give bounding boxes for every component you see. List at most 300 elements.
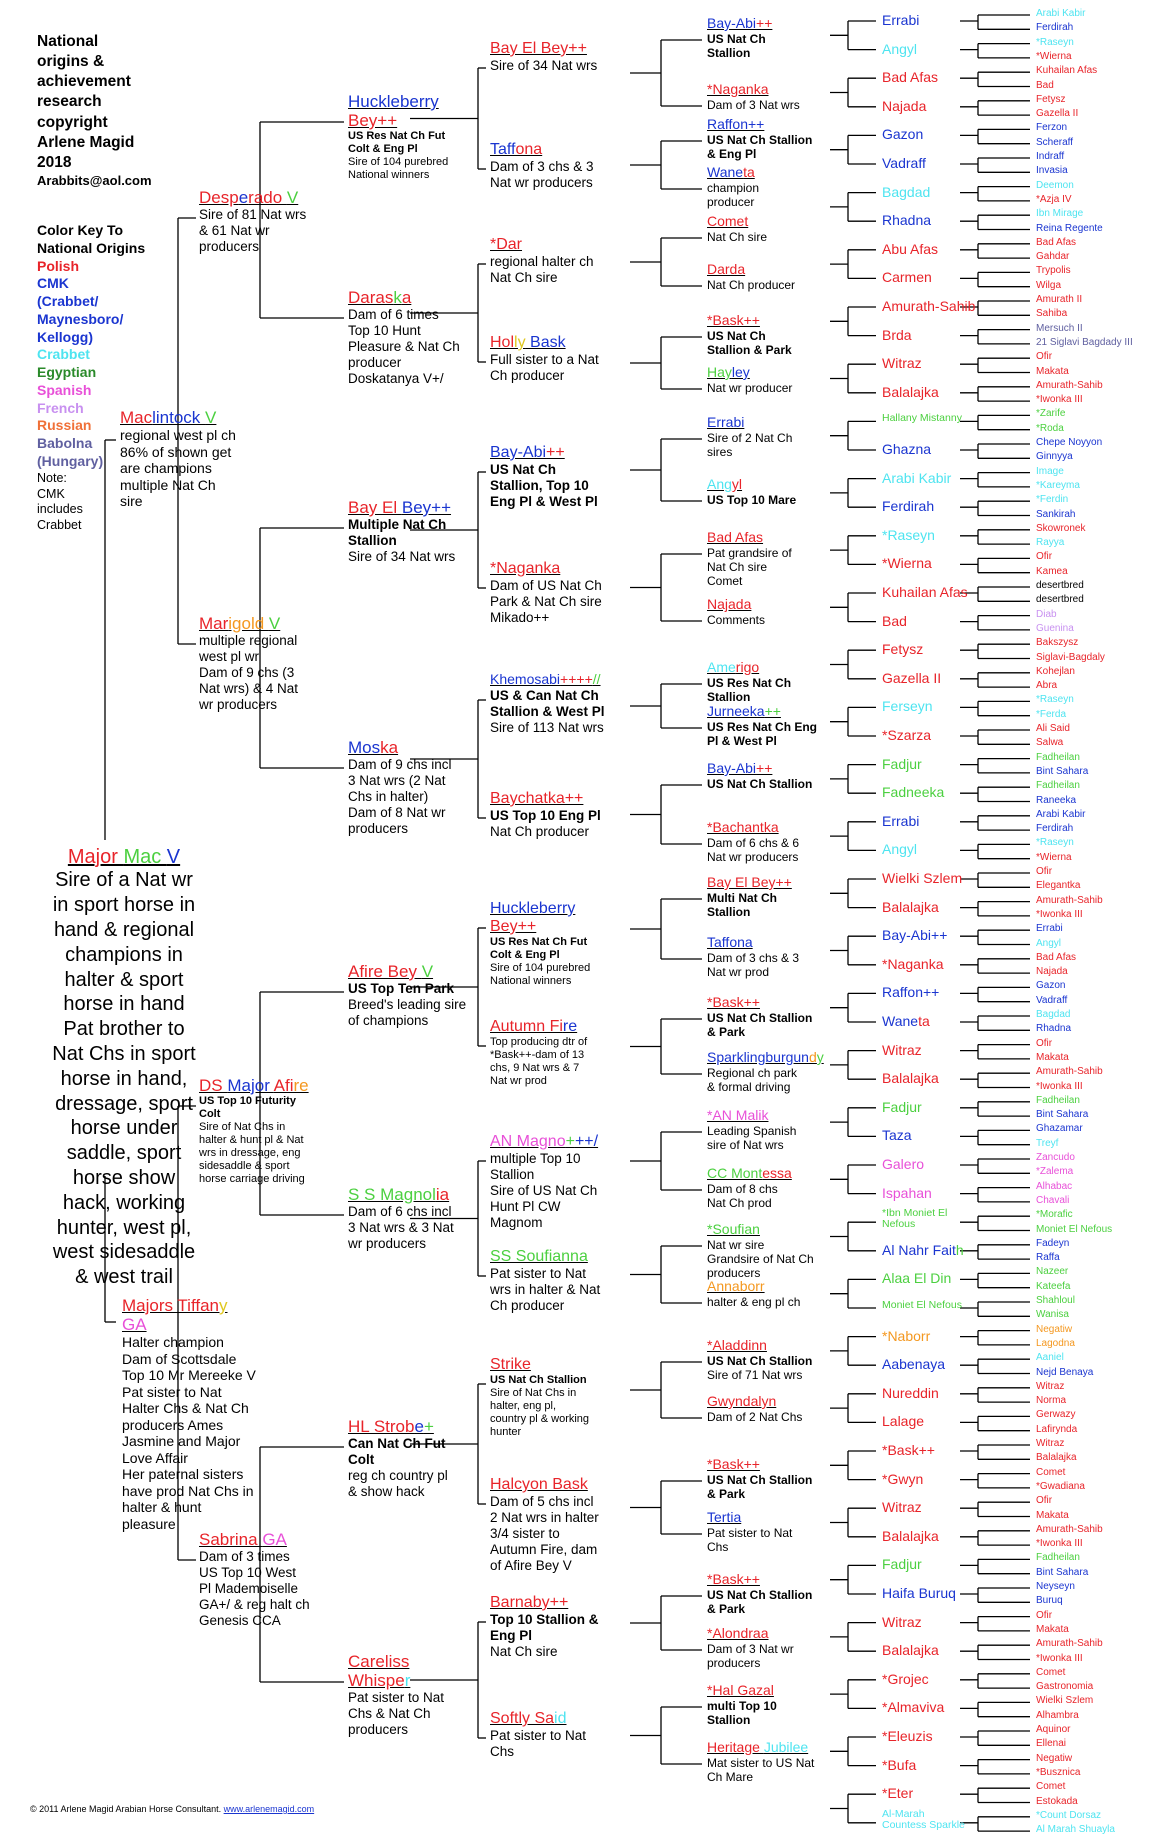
horse-name[interactable] bbox=[1036, 1152, 1075, 1163]
horse-name[interactable] bbox=[1036, 1681, 1093, 1692]
name-segment: Galero bbox=[882, 1156, 925, 1172]
name-segment: Elegantka bbox=[1036, 880, 1081, 892]
description-line: Pat sister to Nat bbox=[122, 1383, 222, 1400]
horse-name[interactable] bbox=[348, 498, 455, 517]
horse-name[interactable] bbox=[882, 555, 932, 571]
horse-name[interactable] bbox=[882, 641, 923, 657]
horse-name[interactable] bbox=[1036, 1295, 1075, 1306]
horse-name[interactable] bbox=[882, 698, 933, 714]
name-segment: *Bask++ bbox=[707, 1571, 760, 1587]
horse-name[interactable] bbox=[882, 1356, 945, 1372]
horse-name[interactable] bbox=[348, 962, 466, 981]
horse-name[interactable] bbox=[707, 1457, 812, 1473]
horse-name[interactable] bbox=[882, 1614, 922, 1630]
horse-name[interactable] bbox=[1036, 423, 1064, 434]
horse-name[interactable] bbox=[1036, 137, 1073, 148]
name-segment: Angyl bbox=[1036, 937, 1062, 949]
horse-name[interactable] bbox=[1036, 880, 1080, 891]
name-segment: *Bask++ bbox=[707, 1456, 760, 1472]
horse-name[interactable] bbox=[1036, 637, 1078, 648]
horse-name[interactable] bbox=[1036, 223, 1103, 234]
horse-name[interactable] bbox=[1036, 1023, 1071, 1034]
horse-name[interactable] bbox=[707, 935, 799, 951]
horse-name[interactable] bbox=[1036, 1481, 1085, 1492]
description-line: 86% of shown get bbox=[120, 443, 232, 460]
horse-name[interactable] bbox=[1036, 1581, 1075, 1592]
horse-name[interactable] bbox=[1036, 938, 1061, 949]
horse-name[interactable] bbox=[1036, 623, 1074, 634]
horse-name[interactable] bbox=[1036, 65, 1097, 76]
achievement-line: multi Top 10 bbox=[707, 1698, 777, 1713]
pedigree-entry bbox=[882, 699, 933, 713]
horse-name[interactable] bbox=[122, 1296, 256, 1334]
horse-name[interactable] bbox=[1036, 980, 1065, 991]
horse-name[interactable] bbox=[882, 184, 930, 200]
horse-name[interactable] bbox=[882, 241, 938, 257]
horse-name[interactable] bbox=[1036, 466, 1064, 477]
horse-name[interactable] bbox=[199, 1076, 309, 1095]
horse-name[interactable] bbox=[1036, 180, 1074, 191]
horse-name[interactable] bbox=[1036, 1638, 1103, 1649]
horse-name[interactable] bbox=[707, 16, 772, 32]
horse-name[interactable] bbox=[882, 412, 962, 424]
horse-name[interactable] bbox=[882, 155, 926, 171]
horse-name[interactable] bbox=[707, 165, 759, 181]
pedigree-entry bbox=[490, 444, 598, 510]
horse-name[interactable] bbox=[1036, 995, 1067, 1006]
horse-name[interactable] bbox=[1036, 1552, 1080, 1563]
horse-name[interactable] bbox=[882, 784, 944, 800]
horse-name[interactable] bbox=[199, 188, 306, 207]
horse-name[interactable] bbox=[1036, 237, 1076, 248]
horse-name[interactable] bbox=[1036, 1195, 1069, 1206]
name-segment: *Iwonka III bbox=[1036, 1080, 1083, 1092]
horse-name[interactable] bbox=[1036, 523, 1085, 534]
horse-name[interactable] bbox=[882, 1442, 935, 1458]
name-segment: Alhabac bbox=[1036, 1180, 1073, 1192]
contact-email: Arabbits@aol.com bbox=[37, 172, 152, 188]
horse-name[interactable] bbox=[1036, 1710, 1079, 1721]
horse-name[interactable] bbox=[348, 1652, 444, 1690]
pedigree-entry bbox=[1036, 1553, 1080, 1563]
name-segment: *Bask++ bbox=[707, 312, 760, 328]
horse-name[interactable] bbox=[1036, 1695, 1093, 1706]
horse-name[interactable] bbox=[882, 41, 917, 57]
horse-name[interactable] bbox=[1036, 437, 1102, 448]
horse-name[interactable] bbox=[490, 1356, 589, 1374]
horse-name[interactable] bbox=[348, 1417, 448, 1436]
horse-name[interactable] bbox=[30, 846, 218, 868]
horse-name[interactable] bbox=[882, 1471, 923, 1487]
horse-name[interactable] bbox=[707, 995, 812, 1011]
horse-name[interactable] bbox=[882, 670, 941, 686]
horse-name[interactable] bbox=[490, 1710, 586, 1728]
horse-name[interactable] bbox=[1036, 709, 1066, 720]
name-segment: Bay-Abi bbox=[707, 15, 757, 31]
horse-name[interactable] bbox=[490, 1133, 598, 1151]
horse-name[interactable] bbox=[490, 1018, 587, 1036]
horse-name[interactable] bbox=[1036, 494, 1068, 505]
horse-name[interactable] bbox=[1036, 208, 1083, 219]
pedigree-entry bbox=[1036, 181, 1074, 191]
horse-name[interactable] bbox=[882, 613, 907, 629]
horse-name[interactable] bbox=[1036, 1309, 1069, 1320]
horse-name[interactable] bbox=[1036, 351, 1052, 362]
horse-name[interactable] bbox=[882, 1528, 939, 1544]
horse-name[interactable] bbox=[1036, 108, 1078, 119]
horse-name[interactable] bbox=[490, 1476, 599, 1494]
horse-name[interactable] bbox=[882, 269, 932, 285]
name-segment: Ferseyn bbox=[882, 698, 933, 715]
horse-name[interactable] bbox=[199, 614, 298, 633]
horse-name[interactable] bbox=[882, 1042, 922, 1058]
horse-name[interactable] bbox=[1036, 766, 1088, 777]
horse-name[interactable] bbox=[882, 1185, 932, 1201]
horse-name[interactable] bbox=[882, 984, 939, 1000]
horse-name[interactable] bbox=[1036, 1181, 1072, 1192]
horse-name[interactable] bbox=[1036, 1767, 1080, 1778]
horse-name[interactable] bbox=[882, 841, 917, 857]
name-segment: Amurath-Sahib bbox=[1036, 1523, 1103, 1535]
horse-name[interactable] bbox=[707, 660, 791, 676]
horse-name[interactable] bbox=[1036, 8, 1085, 19]
pedigree-entry bbox=[1036, 138, 1073, 148]
horse-name[interactable] bbox=[1036, 1724, 1070, 1735]
horse-name[interactable] bbox=[1036, 1266, 1068, 1277]
horse-name[interactable] bbox=[1036, 509, 1075, 520]
horse-name[interactable] bbox=[1036, 1095, 1080, 1106]
horse-name[interactable] bbox=[707, 82, 800, 98]
horse-name[interactable] bbox=[1036, 280, 1061, 291]
horse-name[interactable] bbox=[882, 927, 947, 943]
horse-name[interactable] bbox=[882, 355, 922, 371]
horse-name[interactable] bbox=[1036, 1567, 1088, 1578]
horse-name[interactable] bbox=[1036, 294, 1082, 305]
horse-name[interactable] bbox=[882, 126, 923, 142]
horse-name[interactable] bbox=[1036, 1352, 1064, 1363]
horse-name[interactable] bbox=[1036, 966, 1068, 977]
horse-name[interactable] bbox=[1036, 1495, 1052, 1506]
horse-name[interactable] bbox=[707, 820, 799, 836]
horse-name[interactable] bbox=[707, 214, 767, 230]
horse-name[interactable] bbox=[1036, 165, 1068, 176]
horse-name[interactable] bbox=[1036, 408, 1065, 419]
horse-name[interactable] bbox=[882, 1642, 939, 1658]
horse-name[interactable] bbox=[1036, 480, 1080, 491]
horse-name[interactable] bbox=[490, 1248, 600, 1266]
horse-name[interactable] bbox=[707, 1279, 800, 1295]
horse-name[interactable] bbox=[882, 1385, 939, 1401]
horse-name[interactable] bbox=[882, 470, 951, 486]
horse-name[interactable] bbox=[1036, 1381, 1064, 1392]
horse-name[interactable] bbox=[1036, 866, 1052, 877]
horse-name[interactable] bbox=[1036, 652, 1105, 663]
horse-name[interactable] bbox=[882, 899, 939, 915]
horse-name[interactable] bbox=[1036, 1510, 1069, 1521]
horse-name[interactable] bbox=[1036, 1066, 1103, 1077]
name-segment: desertbred bbox=[1036, 580, 1084, 591]
horse-name[interactable] bbox=[1036, 1038, 1052, 1049]
horse-name[interactable] bbox=[882, 1013, 930, 1029]
horse-name[interactable] bbox=[490, 672, 605, 688]
horse-name[interactable] bbox=[1036, 680, 1057, 691]
horse-name[interactable] bbox=[1036, 1209, 1073, 1220]
horse-name[interactable] bbox=[882, 1328, 930, 1344]
horse-name[interactable] bbox=[490, 141, 594, 159]
pedigree-entry bbox=[348, 92, 448, 182]
name-segment: Scheraff bbox=[1036, 136, 1074, 148]
horse-name[interactable] bbox=[882, 1728, 933, 1744]
horse-name[interactable] bbox=[1036, 609, 1057, 620]
horse-name[interactable] bbox=[1036, 1524, 1103, 1535]
horse-name[interactable] bbox=[1036, 1081, 1083, 1092]
horse-name[interactable] bbox=[1036, 737, 1063, 748]
horse-name[interactable] bbox=[1036, 1395, 1066, 1406]
horse-name[interactable] bbox=[1036, 909, 1083, 920]
horse-name[interactable] bbox=[1036, 1166, 1073, 1177]
horse-name[interactable] bbox=[1036, 551, 1052, 562]
horse-name[interactable] bbox=[1036, 451, 1073, 462]
horse-name[interactable] bbox=[882, 1671, 929, 1687]
horse-name[interactable] bbox=[707, 365, 792, 381]
horse-name[interactable] bbox=[1036, 51, 1072, 62]
horse-name[interactable] bbox=[1036, 1123, 1083, 1134]
horse-name[interactable] bbox=[1036, 952, 1076, 963]
horse-name[interactable] bbox=[882, 1556, 922, 1572]
horse-name[interactable] bbox=[1036, 823, 1073, 834]
horse-name[interactable] bbox=[882, 1699, 944, 1715]
horse-name[interactable] bbox=[882, 298, 975, 314]
horse-name[interactable] bbox=[1036, 1753, 1072, 1764]
horse-name[interactable] bbox=[882, 69, 938, 85]
horse-name[interactable] bbox=[348, 738, 452, 757]
horse-name[interactable] bbox=[707, 415, 792, 431]
horse-name[interactable] bbox=[882, 1156, 924, 1172]
horse-name[interactable] bbox=[1036, 694, 1074, 705]
horse-name[interactable] bbox=[882, 212, 931, 228]
horse-name[interactable] bbox=[707, 1108, 796, 1124]
name-segment: Rhadna bbox=[1036, 1023, 1072, 1035]
horse-name[interactable] bbox=[1036, 1438, 1064, 1449]
horse-name[interactable] bbox=[120, 408, 236, 427]
name-segment: Comet bbox=[1036, 1781, 1066, 1793]
name-segment: Ame bbox=[707, 659, 736, 675]
horse-name[interactable] bbox=[1036, 94, 1065, 105]
horse-name[interactable] bbox=[707, 1510, 792, 1526]
pedigree-entry bbox=[707, 415, 792, 459]
horse-name[interactable] bbox=[1036, 1610, 1052, 1621]
description-line: halter, eng pl, bbox=[490, 1399, 557, 1412]
horse-name[interactable] bbox=[707, 1572, 812, 1588]
horse-name[interactable] bbox=[882, 1585, 956, 1601]
pedigree-entry bbox=[1036, 238, 1076, 248]
horse-name[interactable] bbox=[882, 12, 919, 28]
horse-name[interactable] bbox=[1036, 366, 1069, 377]
horse-name[interactable] bbox=[707, 761, 812, 777]
name-segment: Ofir bbox=[1036, 1495, 1053, 1507]
horse-name[interactable] bbox=[1036, 895, 1103, 906]
name-segment: Chavali bbox=[1036, 1194, 1070, 1206]
pedigree-entry bbox=[1036, 924, 1063, 934]
description-line: Top producing dtr of bbox=[490, 1035, 588, 1048]
horse-name[interactable] bbox=[707, 875, 792, 891]
horse-name[interactable] bbox=[707, 1626, 794, 1642]
horse-name[interactable] bbox=[1036, 1009, 1070, 1020]
horse-name[interactable] bbox=[1036, 251, 1069, 262]
horse-name[interactable] bbox=[882, 384, 939, 400]
horse-name[interactable] bbox=[1036, 580, 1084, 591]
horse-name[interactable] bbox=[882, 1757, 916, 1773]
horse-name[interactable] bbox=[1036, 1281, 1070, 1292]
horse-name[interactable] bbox=[1036, 1452, 1077, 1463]
copyright-link[interactable]: www.arlenemagid.com bbox=[223, 1804, 315, 1814]
horse-name[interactable] bbox=[882, 727, 931, 743]
description-line: Sire of 34 Nat wrs bbox=[490, 57, 598, 73]
name-segment: essa bbox=[762, 1165, 792, 1181]
horse-name[interactable] bbox=[1036, 537, 1064, 548]
horse-name[interactable] bbox=[1036, 1238, 1069, 1249]
horse-name[interactable] bbox=[199, 1530, 310, 1549]
horse-name[interactable] bbox=[1036, 37, 1074, 48]
horse-name[interactable] bbox=[348, 288, 460, 307]
horse-name[interactable] bbox=[490, 236, 594, 254]
horse-name[interactable] bbox=[707, 313, 792, 329]
horse-name[interactable] bbox=[490, 1594, 599, 1612]
horse-name[interactable] bbox=[707, 704, 817, 720]
horse-name[interactable] bbox=[707, 530, 792, 546]
key-title-line: Color Key To bbox=[37, 222, 124, 238]
horse-name[interactable] bbox=[882, 1785, 913, 1801]
horse-name[interactable] bbox=[882, 1207, 947, 1230]
horse-name[interactable] bbox=[1036, 1467, 1065, 1478]
horse-name[interactable] bbox=[882, 956, 944, 972]
name-segment: Errabi bbox=[882, 12, 920, 28]
horse-name[interactable] bbox=[1036, 1052, 1069, 1063]
horse-name[interactable] bbox=[1036, 1538, 1083, 1549]
horse-name[interactable] bbox=[1036, 323, 1083, 334]
horse-name[interactable] bbox=[707, 1338, 812, 1354]
horse-name[interactable] bbox=[1036, 1224, 1112, 1235]
horse-name[interactable] bbox=[1036, 780, 1080, 791]
horse-name[interactable] bbox=[707, 597, 765, 613]
horse-name[interactable] bbox=[707, 117, 812, 133]
horse-name[interactable] bbox=[1036, 122, 1067, 133]
horse-name[interactable] bbox=[1036, 1624, 1069, 1635]
horse-name[interactable] bbox=[490, 560, 602, 578]
horse-name[interactable] bbox=[1036, 1824, 1115, 1835]
horse-name[interactable] bbox=[882, 327, 912, 343]
horse-name[interactable] bbox=[1036, 923, 1063, 934]
horse-name[interactable] bbox=[707, 1740, 814, 1756]
horse-name[interactable] bbox=[1036, 594, 1084, 605]
horse-name[interactable] bbox=[1036, 22, 1073, 33]
horse-name[interactable] bbox=[1036, 194, 1072, 205]
horse-name[interactable] bbox=[707, 1222, 814, 1238]
horse-name[interactable] bbox=[490, 334, 599, 352]
horse-name[interactable] bbox=[882, 584, 968, 600]
horse-name[interactable] bbox=[882, 1070, 939, 1086]
horse-name[interactable] bbox=[1036, 666, 1075, 677]
horse-name[interactable] bbox=[1036, 795, 1076, 806]
horse-name[interactable] bbox=[882, 527, 935, 543]
horse-name[interactable] bbox=[1036, 1667, 1065, 1678]
horse-name[interactable] bbox=[882, 1270, 951, 1286]
horse-name[interactable] bbox=[707, 1394, 802, 1410]
horse-name[interactable] bbox=[882, 1299, 962, 1311]
name-segment: Sparklingburgun bbox=[707, 1049, 809, 1065]
horse-name[interactable] bbox=[1036, 723, 1070, 734]
description-line: hack, working bbox=[62, 1191, 186, 1214]
horse-name[interactable] bbox=[882, 1413, 924, 1429]
horse-name[interactable] bbox=[490, 790, 601, 808]
horse-name[interactable] bbox=[1036, 1409, 1075, 1420]
horse-name[interactable] bbox=[1036, 265, 1071, 276]
horse-name[interactable] bbox=[1036, 837, 1074, 848]
horse-name[interactable] bbox=[1036, 1109, 1088, 1120]
horse-name[interactable] bbox=[1036, 1810, 1101, 1821]
horse-name[interactable] bbox=[490, 900, 590, 936]
horse-name[interactable] bbox=[882, 870, 962, 886]
horse-name[interactable] bbox=[882, 98, 926, 114]
horse-name[interactable] bbox=[882, 813, 919, 829]
horse-name[interactable] bbox=[1036, 380, 1103, 391]
horse-name[interactable] bbox=[490, 40, 597, 58]
horse-name[interactable] bbox=[707, 1166, 792, 1182]
horse-name[interactable] bbox=[348, 1185, 454, 1204]
horse-name[interactable] bbox=[1036, 1796, 1078, 1807]
horse-name[interactable] bbox=[1036, 80, 1054, 91]
horse-name[interactable] bbox=[1036, 337, 1133, 348]
horse-name[interactable] bbox=[1036, 1424, 1077, 1435]
horse-name[interactable] bbox=[1036, 1781, 1065, 1792]
horse-name[interactable] bbox=[707, 1050, 824, 1066]
horse-name[interactable] bbox=[1036, 1324, 1072, 1335]
horse-name[interactable] bbox=[1036, 752, 1080, 763]
horse-name[interactable] bbox=[1036, 1367, 1093, 1378]
horse-name[interactable] bbox=[1036, 1338, 1075, 1349]
horse-name[interactable] bbox=[1036, 809, 1085, 820]
horse-name[interactable] bbox=[882, 1099, 922, 1115]
horse-name[interactable] bbox=[882, 1499, 922, 1515]
horse-name[interactable] bbox=[707, 477, 796, 493]
name-segment: Fetysz bbox=[1036, 93, 1066, 105]
horse-name[interactable] bbox=[882, 1127, 912, 1143]
horse-name[interactable] bbox=[882, 441, 931, 457]
horse-name[interactable] bbox=[1036, 1738, 1066, 1749]
horse-name[interactable] bbox=[1036, 566, 1068, 577]
horse-name[interactable] bbox=[490, 444, 598, 462]
horse-name[interactable] bbox=[1036, 852, 1072, 863]
horse-name[interactable] bbox=[1036, 1252, 1060, 1263]
horse-name[interactable] bbox=[882, 1808, 965, 1831]
achievement-line: US Res Nat Ch Eng bbox=[707, 719, 818, 734]
horse-name[interactable] bbox=[707, 262, 795, 278]
horse-name[interactable] bbox=[1036, 394, 1083, 405]
name-segment: *Dar bbox=[490, 236, 523, 253]
pedigree-entry bbox=[882, 127, 923, 141]
horse-name[interactable] bbox=[348, 92, 448, 130]
pedigree-entry bbox=[1036, 567, 1068, 577]
horse-name[interactable] bbox=[1036, 1653, 1083, 1664]
horse-name[interactable] bbox=[1036, 151, 1064, 162]
horse-name[interactable] bbox=[882, 756, 922, 772]
horse-name[interactable] bbox=[707, 1683, 777, 1699]
horse-name[interactable] bbox=[882, 1242, 964, 1258]
horse-name[interactable] bbox=[882, 498, 934, 514]
horse-name[interactable] bbox=[1036, 1595, 1063, 1606]
horse-name[interactable] bbox=[1036, 308, 1067, 319]
horse-name[interactable] bbox=[1036, 1138, 1058, 1149]
